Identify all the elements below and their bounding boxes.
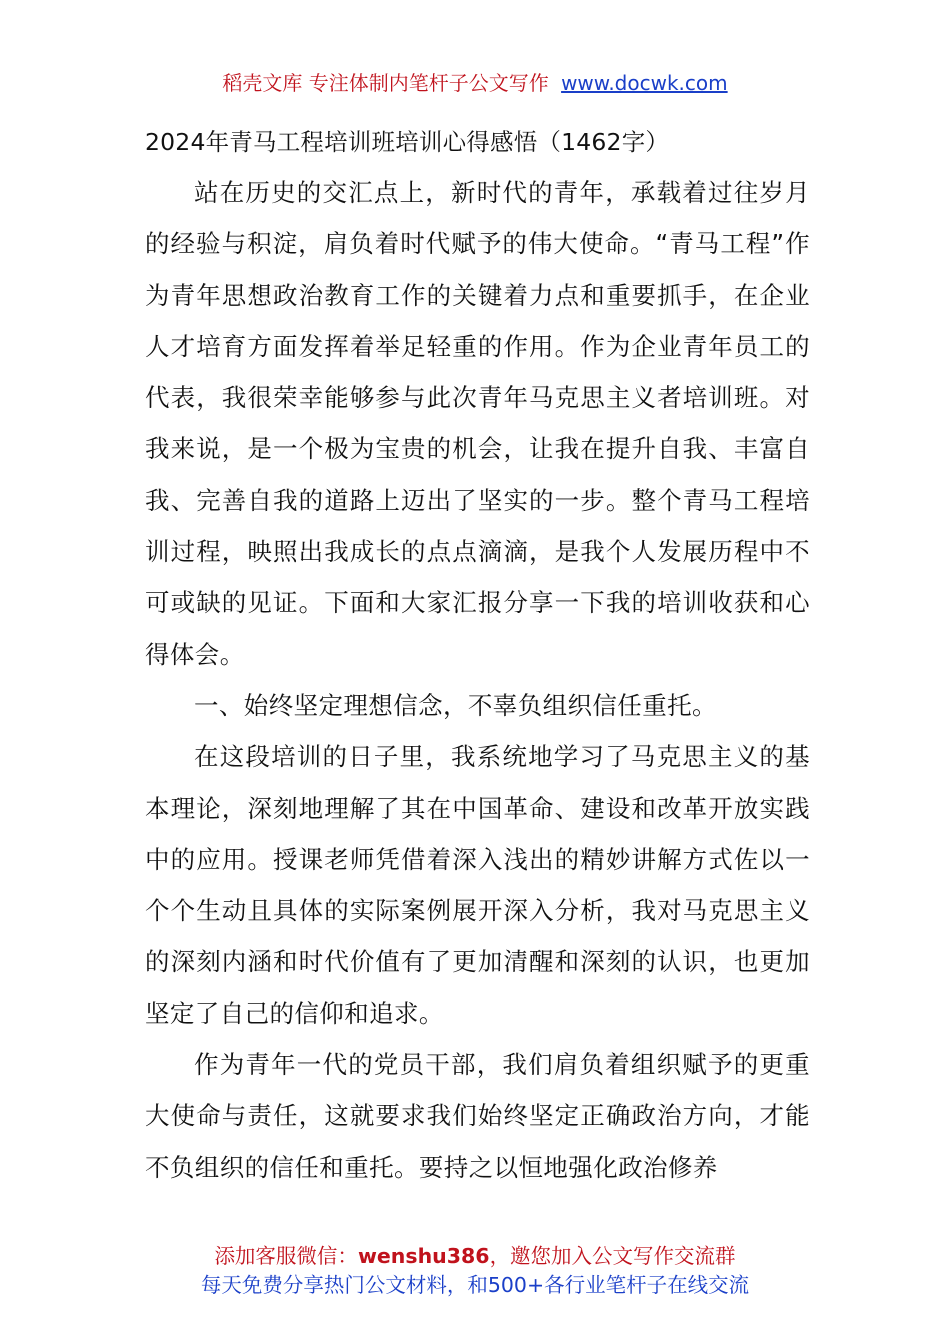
section-heading-1: 一、始终坚定理想信念，不辜负组织信任重托。: [194, 690, 717, 720]
wechat-id: wenshu386: [357, 1244, 490, 1268]
document-body: [145, 118, 810, 1193]
paragraph-intro: 站在历史的交汇点上，新时代的青年，承载着过往岁月的经验与积淀，肩负着时代赋予的伟大使命。“青马工程”作为青年思想政治教育工作的关键着力点和重要抓手，在企业人才培育方面发挥着举足轻重的作用。作为企业青年员工的代表，我很荣幸能够参与此次青年马克思主义者培训班。对我来说，是一个极为宝贵的机会，让我在提升自我、丰富自我、完善自我的道路上迈出了坚实的一步。整个青马工程培训过程，映照出我成长的点点滴滴，是我个人发展历程中不可或缺的见证。下面和大家汇报分享一下我的培训收获和心得体会。: [145, 178, 810, 669]
promo-line-share: 每天免费分享热门公文材料，和500+各行业笔杆子在线交流: [200, 1273, 750, 1297]
promo-suffix: ，邀您加入公文写作交流群: [489, 1244, 736, 1268]
document-title: 2024年青马工程培训班培训心得感悟（1462字）: [145, 128, 670, 156]
site-url-link[interactable]: www.docwk.com: [561, 71, 728, 95]
brand-slogan: 稻壳文库 专注体制内笔杆子公文写作: [222, 71, 549, 95]
promo-line-wechat: [0, 1242, 950, 1271]
promo-footer: [0, 1242, 950, 1300]
paragraph-study: 在这段培训的日子里，我系统地学习了马克思主义的基本理论，深刻地理解了其在中国革命、建设和改革开放实践中的应用。授课老师凭借着深入浅出的精妙讲解方式佐以一个个生动且具体的实际案例展开深入分析，我对马克思主义的深刻内涵和时代价值有了更加清醒和深刻的认识，也更加坚定了自己的信仰和追求。: [145, 742, 810, 1028]
site-header-banner: [0, 68, 950, 98]
promo-prefix: 添加客服微信：: [214, 1244, 358, 1268]
paragraph-mission: 作为青年一代的党员干部，我们肩负着组织赋予的更重大使命与责任，这就要求我们始终坚定正确政治方向，才能不负组织的信任和重托。要持之以恒地强化政治修养: [145, 1050, 810, 1182]
